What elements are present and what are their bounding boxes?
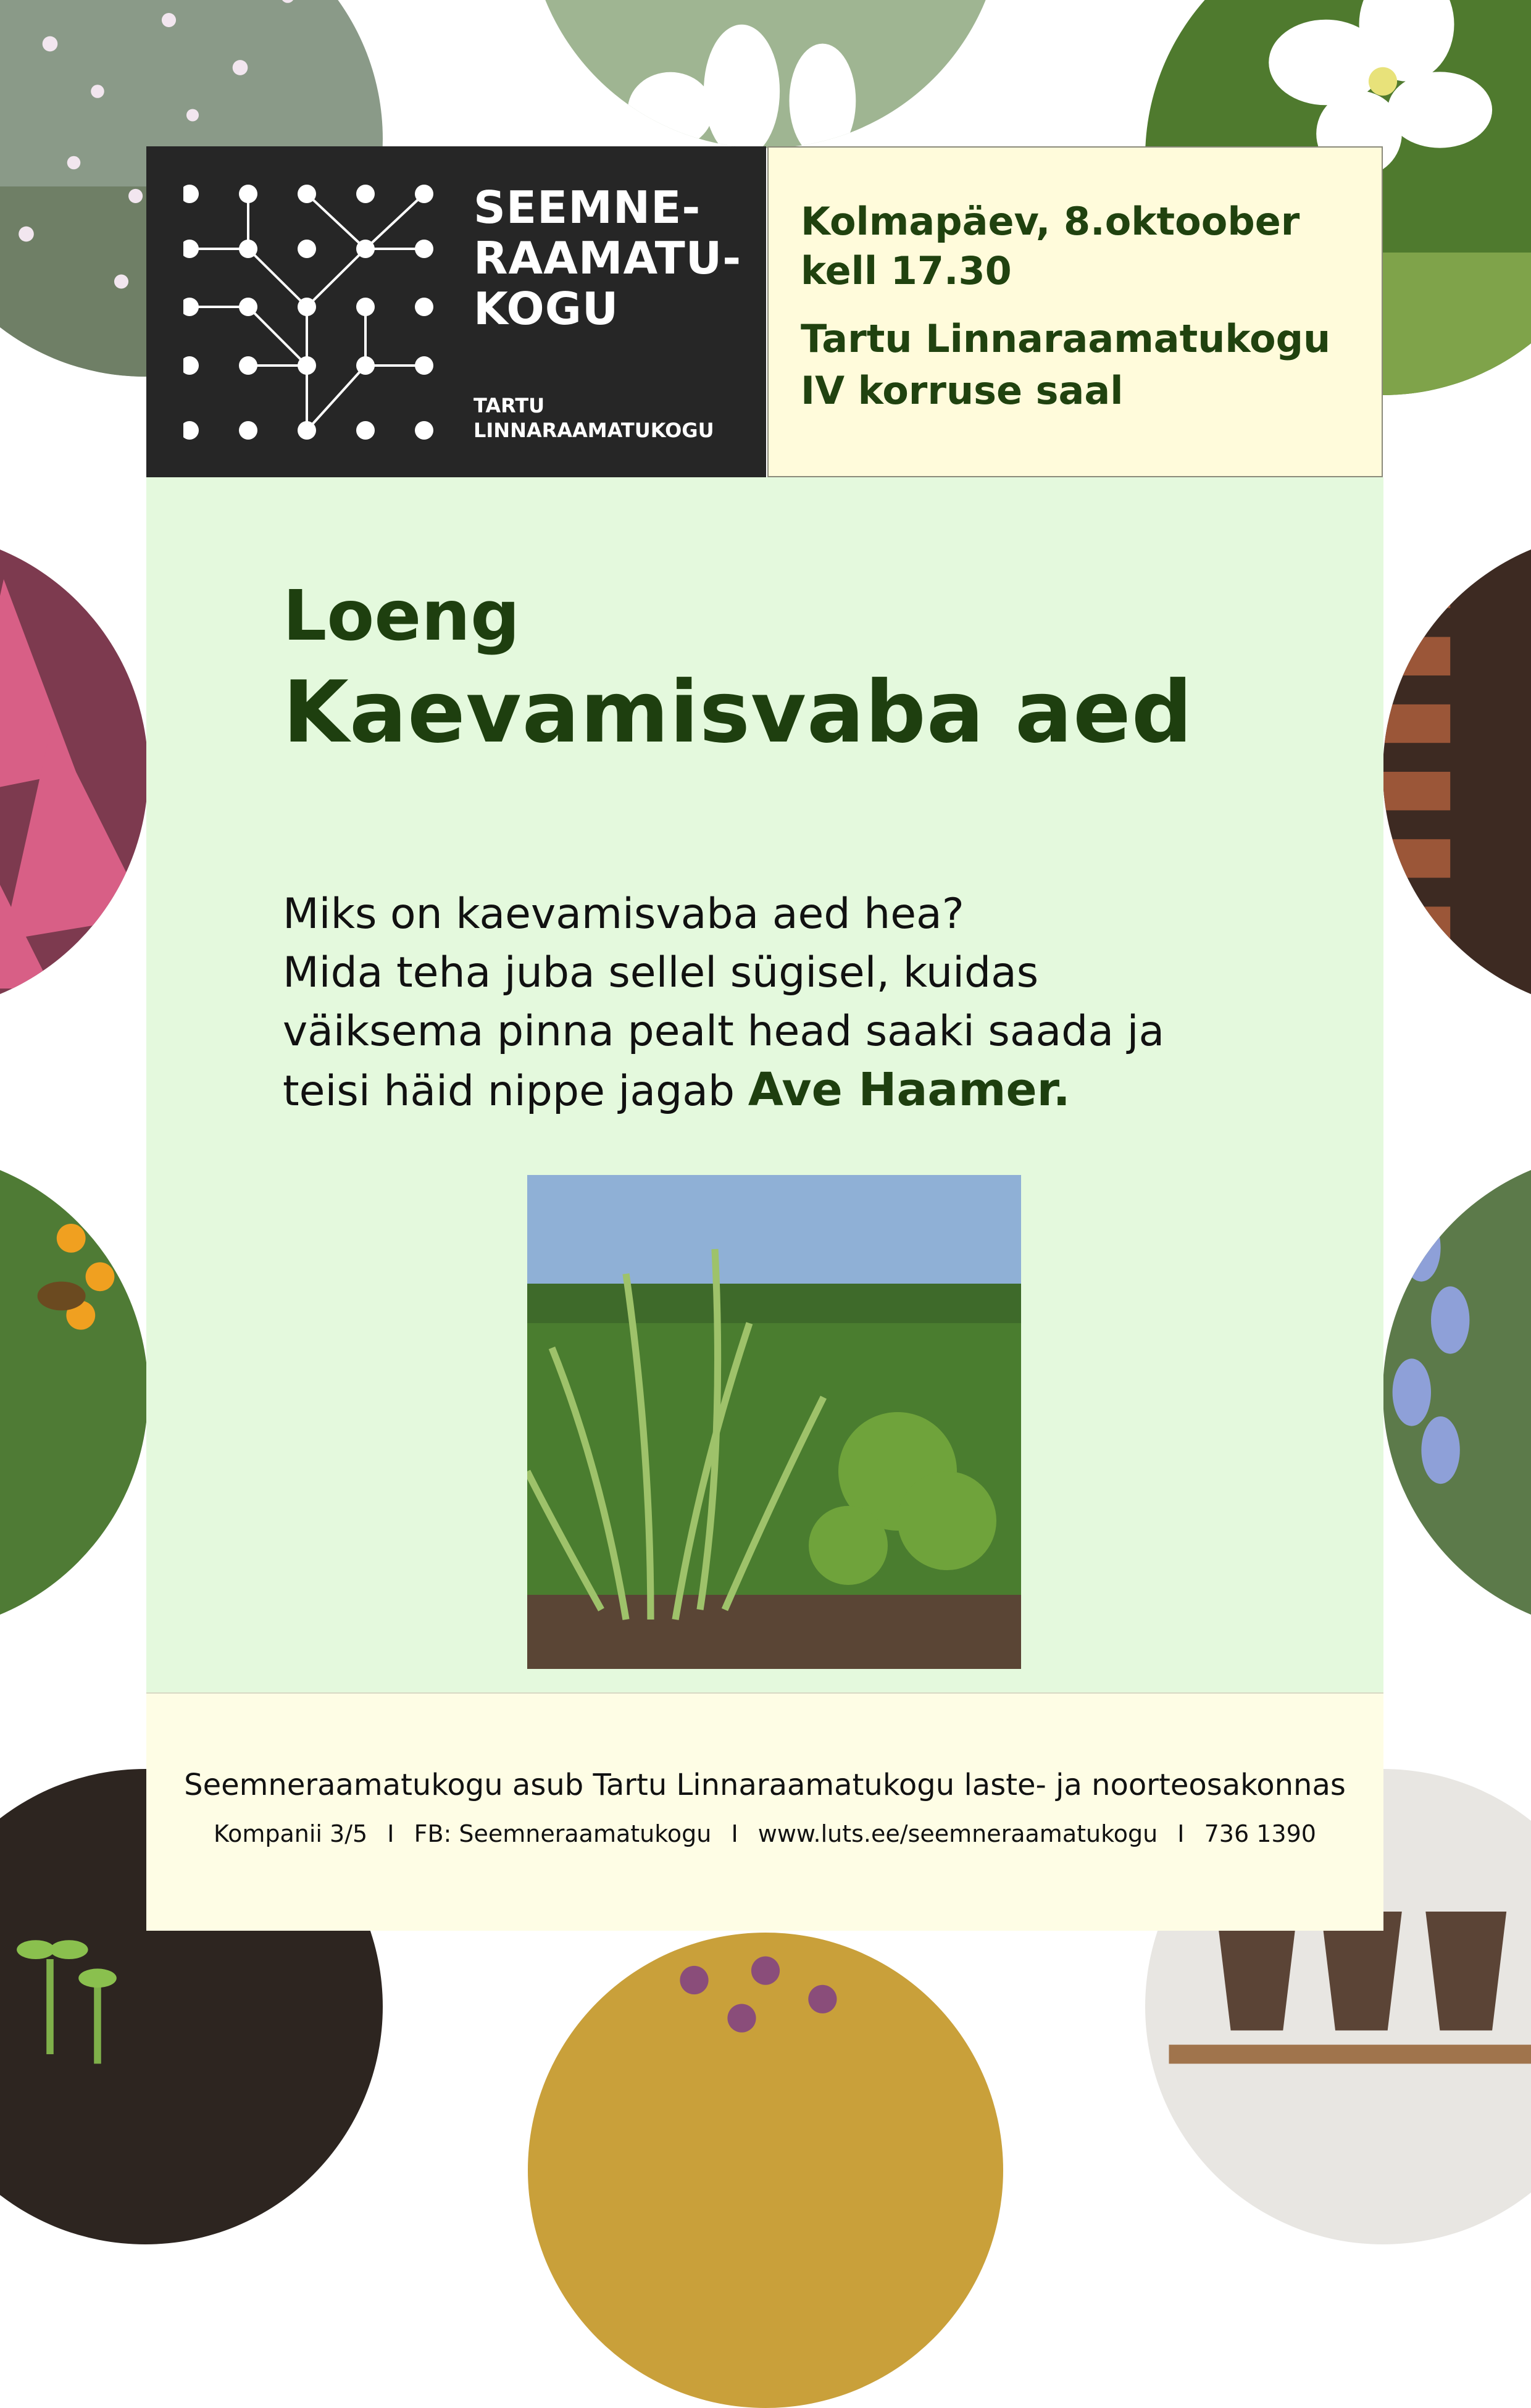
footer-separator: I [731,1820,738,1847]
event-room: IV korruse saal [801,365,1123,417]
event-venue: Tartu Linnaraamatukogu [801,313,1330,365]
header-logo [146,146,766,477]
footer-location-note: Seemneraamatukogu asub Tartu Linnaraamatukogu laste- ja noorteosakonnas [146,1768,1383,1802]
description-line-last [283,1061,1345,1121]
event-info [767,146,1383,477]
main-content [146,477,1383,1692]
footer-separator: I [1177,1820,1184,1847]
lecture-title: Kaevamisvaba aed [283,663,1193,762]
lecture-kicker: Loeng [283,576,520,656]
footer [146,1692,1383,1931]
description-line: väiksema pinna pealt head saaki saada ja [283,1002,1345,1061]
logo-subtitle-line: TARTU [473,393,714,418]
footer-contacts [146,1820,1383,1847]
lecture-description [283,885,1345,1121]
event-time: kell 17.30 [801,246,1012,296]
logo-title-line: RAAMATU- [473,233,741,283]
logo-title-line: KOGU [473,283,741,334]
photo-bee-flower [0,1152,148,1633]
logo-title [473,182,741,334]
photo-verbena [528,1933,1003,2408]
footer-address: Kompanii 3/5 [214,1820,367,1847]
footer-phone[interactable]: 736 1390 [1204,1820,1316,1847]
logo-title-line: SEEMNE- [473,182,741,233]
description-line: Miks on kaevamisvaba aed hea? [283,885,1345,943]
description-line: Mida teha juba sellel sügisel, kuidas [283,943,1345,1002]
logo-subtitle-line: LINNARAAMATUKOGU [473,418,714,443]
footer-facebook-link[interactable]: FB: Seemneraamatukogu [414,1820,712,1847]
event-date: Kolmapäev, 8.oktoober [801,197,1299,246]
footer-website-link[interactable]: www.luts.ee/seemneraamatukogu [758,1820,1158,1847]
logo-subtitle [473,393,714,443]
photo-clay-pots [1383,531,1531,1013]
photo-white-daisy [528,0,1003,148]
speaker-name: Ave Haamer. [748,1063,1070,1116]
footer-separator: I [387,1820,394,1847]
description-prefix: teisi häid nippe jagab [283,1067,748,1116]
photo-astilbe [0,531,148,1013]
garden-photo [527,1175,1021,1669]
seed-library-logo-icon [183,183,443,443]
photo-blue-corydalis [1383,1152,1531,1633]
